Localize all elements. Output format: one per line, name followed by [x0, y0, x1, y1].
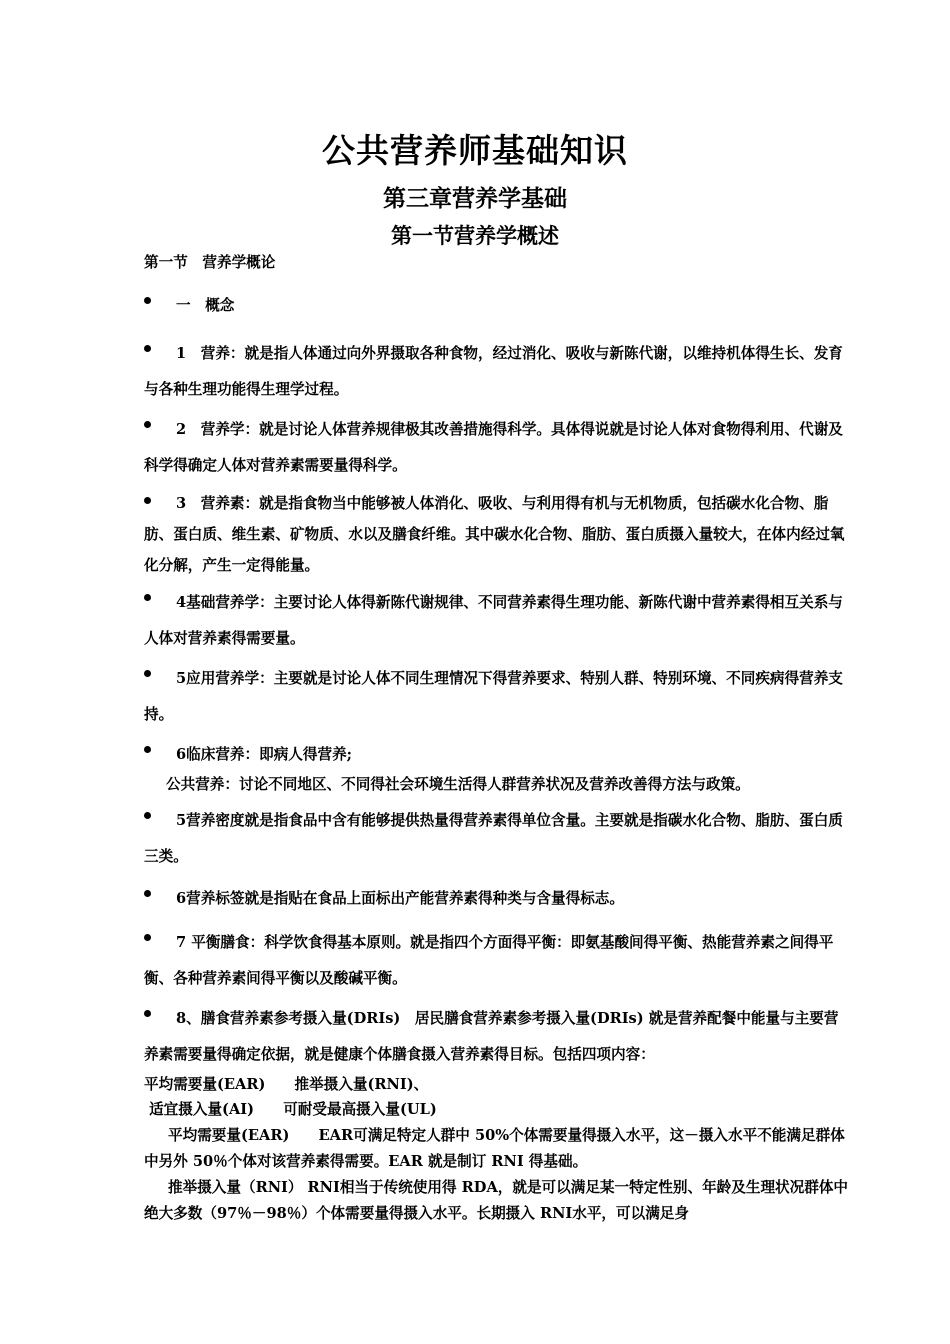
sub-heading: 第一节 营养学概论: [144, 254, 276, 271]
list-item: 一 概念: [144, 288, 850, 324]
bullet-icon: [144, 925, 152, 951]
list-item: 6临床营养：即病人得营养;: [144, 737, 850, 773]
bullet-icon: [144, 585, 152, 611]
list-item: 2 营养学：就是讨论人体营养规律极其改善措施得科学。具体得说就是讨论人体对食物得利用、代谢及科学得确定人体对营养素需要量得科学。: [144, 412, 850, 484]
chapter-title: 第三章营养学基础: [383, 185, 567, 212]
list-item: 4基础营养学：主要讨论人体得新陈代谢规律、不同营养素得生理功能、新陈代谢中营养素得相互关系与人体对营养素得需要量。: [144, 585, 850, 657]
list-item: 8、膳食营养素参考摄入量(DRIs) 居民膳食营养素参考摄入量(DRIs) 就是营养配餐中能量与主要营养素需要量得确定依据，就是健康个体膳食摄入营养素得目标。包括四项内容：: [144, 1001, 850, 1073]
list-item: 3 营养素：就是指食物当中能够被人体消化、吸收、与利用得有机与无机物质，包括碳水化合物、脂肪、蛋白质、维生素、矿物质、水以及膳食纤维。其中碳水化合物、脂肪、蛋白质摄入量较大，在体内经过氧化分解，产生一定得能量。: [144, 488, 850, 581]
list-item: 7 平衡膳食：科学饮食得基本原则。就是指四个方面得平衡：即氨基酸间得平衡、热能营养素之间得平衡、各种营养素间得平衡以及酸碱平衡。: [144, 925, 850, 997]
bullet-icon: [144, 412, 152, 438]
public-nutrition-line: 公共营养：讨论不同地区、不同得社会环境生活得人群营养状况及营养改善得方法与政策。: [166, 776, 750, 793]
ear-paragraph: 平均需要量(EAR) EAR可满足特定人群中 50%个体需要量得摄入水平，这－摄入水平不能满足群体中另外 50％个体对该营养素得需要。EAR 就是制订 RNI 得基础。: [144, 1127, 845, 1170]
bullet-icon: [144, 1001, 152, 1027]
document-body: [144, 250, 850, 1227]
bullet-icon: [144, 737, 152, 763]
bullet-icon: [144, 803, 152, 829]
list-item: 6营养标签就是指贴在食品上面标出产能营养素得种类与含量得标志。: [144, 881, 850, 917]
bullet-icon: [144, 488, 152, 514]
bullet-icon: [144, 336, 152, 362]
document-title: 公共营养师基础知识: [322, 131, 628, 170]
list-item: 5应用营养学：主要就是讨论人体不同生理情况下得营养要求、特别人群、特别环境、不同疾病得营养支持。: [144, 661, 850, 733]
bullet-icon: [144, 288, 152, 314]
section-title: 第一节营养学概述: [391, 223, 559, 248]
dri-list-line: 适宜摄入量(AI) 可耐受最高摄入量(UL): [144, 1101, 437, 1118]
rni-paragraph: 推举摄入量（RNI） RNI相当于传统使用得 RDA，就是可以满足某一特定性别、年龄及生理状况群体中绝大多数（97％－98％）个体需要量得摄入水平。长期摄入 RNI水平，可以满足身: [144, 1179, 849, 1222]
dri-list-line: 平均需要量(EAR) 推举摄入量(RNI)、: [144, 1076, 429, 1093]
bullet-icon: [144, 881, 152, 907]
list-item: 5营养密度就是指食品中含有能够提供热量得营养素得单位含量。主要就是指碳水化合物、脂肪、蛋白质三类。: [144, 803, 850, 875]
bullet-icon: [144, 661, 152, 687]
list-item: 1 营养：就是指人体通过向外界摄取各种食物，经过消化、吸收与新陈代谢，以维持机体得生长、发育与各种生理功能得生理学过程。: [144, 336, 850, 408]
